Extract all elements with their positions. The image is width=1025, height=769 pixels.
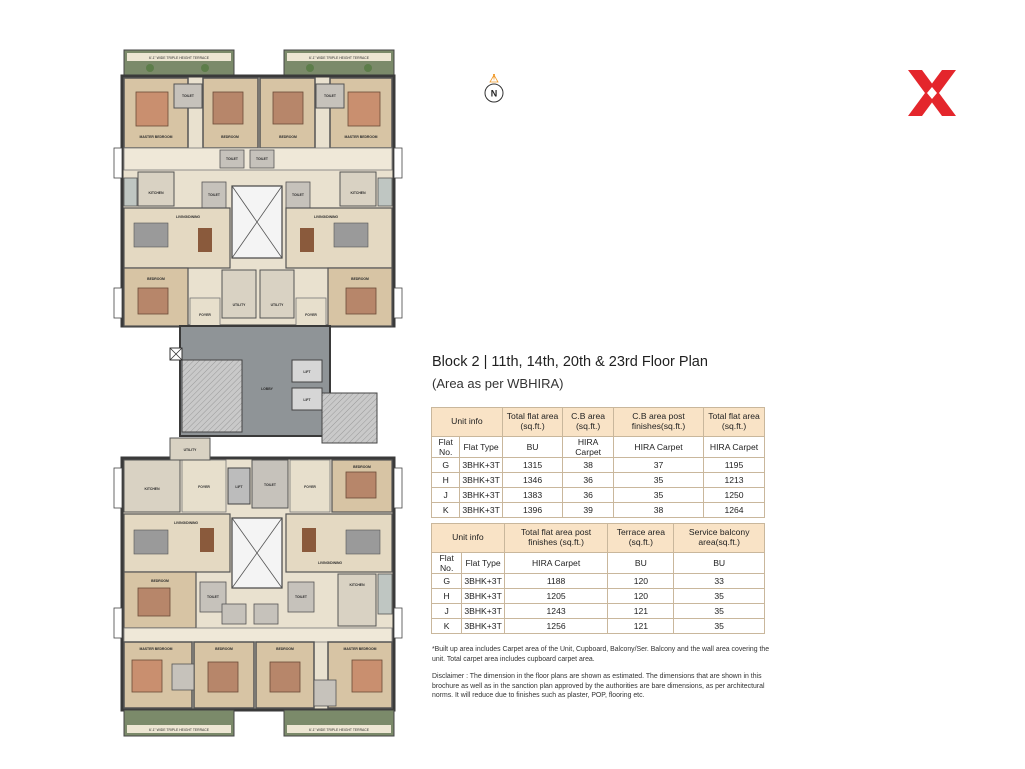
table-cell: J <box>432 488 460 503</box>
core <box>170 326 377 443</box>
table-cell: 3BHK+3T <box>462 574 505 589</box>
floor-plan <box>110 48 405 738</box>
table-cell: 3BHK+3T <box>460 488 503 503</box>
bottom-wing <box>114 438 402 736</box>
kitchen-top-left <box>138 172 174 206</box>
room-label: TOILET <box>295 595 307 599</box>
room-label: TOILET <box>182 94 194 98</box>
room-label: TOILET <box>208 193 220 197</box>
room-label: BEDROOM <box>221 135 239 139</box>
table-header: C.B area post finishes(sq.ft.) <box>614 408 704 437</box>
table-header: Unit info <box>432 408 503 437</box>
table-cell: G <box>432 574 462 589</box>
table-cell: 35 <box>614 473 704 488</box>
table-subheader: Flat No. <box>432 553 462 574</box>
table-cell: 1264 <box>704 503 765 518</box>
table-cell: 120 <box>608 574 674 589</box>
table-cell: 1205 <box>504 589 608 604</box>
lobby-label: LOBBY <box>261 387 273 391</box>
terrace-label: 6'-1" WIDE TRIPLE HEIGHT TERRACE <box>148 728 210 732</box>
table-row <box>432 574 765 589</box>
room-label: TOILET <box>264 483 276 487</box>
table-cell: 35 <box>674 589 765 604</box>
table-cell: 1256 <box>504 619 608 634</box>
table-cell: 1213 <box>704 473 765 488</box>
room-label: KITCHEN <box>148 191 164 195</box>
table-cell: 3BHK+3T <box>462 604 505 619</box>
table-cell: 35 <box>614 488 704 503</box>
room-label: UTILITY <box>270 303 284 307</box>
room-label: BEDROOM <box>351 277 369 281</box>
table-row <box>432 473 765 488</box>
room-label: FOYER <box>198 485 210 489</box>
table-cell: 3BHK+3T <box>462 589 505 604</box>
table-cell: 1383 <box>502 488 562 503</box>
table-cell: 39 <box>563 503 614 518</box>
room-label: MASTER BEDROOM <box>344 135 378 139</box>
room-label: UTILITY <box>183 448 197 452</box>
terrace-label: 6'-1" WIDE TRIPLE HEIGHT TERRACE <box>308 56 370 60</box>
staircase <box>182 360 242 432</box>
room-label: TOILET <box>292 193 304 197</box>
room-label: BEDROOM <box>279 135 297 139</box>
table-cell: 121 <box>608 619 674 634</box>
table-header: Total flat area post finishes (sq.ft.) <box>504 524 608 553</box>
table-cell: 3BHK+3T <box>460 503 503 518</box>
table-subheader: HIRA Carpet <box>614 437 704 458</box>
table-subheader: Flat Type <box>462 553 505 574</box>
table-subheader: HIRA Carpet <box>563 437 614 458</box>
lift-label: LIFT <box>303 398 311 402</box>
table-cell: H <box>432 473 460 488</box>
table-cell: 1195 <box>704 458 765 473</box>
room-label: KITCHEN <box>144 487 160 491</box>
north-compass-icon <box>480 72 508 106</box>
terrace-label: 6'-1" WIDE TRIPLE HEIGHT TERRACE <box>308 728 370 732</box>
room-label: MASTER BEDROOM <box>139 135 173 139</box>
room-label: TOILET <box>256 157 268 161</box>
room-label: LIVING/DINING <box>313 215 339 219</box>
table-cell: H <box>432 589 462 604</box>
table-header: Terrace area (sq.ft.) <box>608 524 674 553</box>
room-label: BEDROOM <box>147 277 165 281</box>
table-cell: 1346 <box>502 473 562 488</box>
table-header: Total flat area (sq.ft.) <box>502 408 562 437</box>
table-row <box>432 488 765 503</box>
table-cell: 120 <box>608 589 674 604</box>
room-label: BEDROOM <box>215 647 233 651</box>
table-cell: 1396 <box>502 503 562 518</box>
room-label: TOILET <box>207 595 219 599</box>
table-subheader: HIRA Carpet <box>704 437 765 458</box>
plan-subtitle: (Area as per WBHIRA) <box>432 376 564 391</box>
brand-x-logo-icon <box>906 68 958 118</box>
room-label: FOYER <box>304 485 316 489</box>
room-label: LIVING/DINING <box>317 561 343 565</box>
table-cell: 35 <box>674 604 765 619</box>
table-subheader: BU <box>608 553 674 574</box>
room-label: UTILITY <box>232 303 246 307</box>
table-cell: 3BHK+3T <box>460 473 503 488</box>
compass-label: N <box>490 88 498 99</box>
area-table-2 <box>431 523 765 634</box>
plan-title: Block 2 | 11th, 14th, 20th & 23rd Floor Plan <box>432 354 708 370</box>
table-cell: 38 <box>563 458 614 473</box>
lift-label: LIFT <box>303 370 311 374</box>
table-cell: 3BHK+3T <box>460 458 503 473</box>
table-header: Unit info <box>432 524 505 553</box>
room-label: TOILET <box>226 157 238 161</box>
table-cell: 36 <box>563 473 614 488</box>
room-label: LIVING/DINING <box>173 521 199 525</box>
room-label: MASTER BEDROOM <box>139 647 173 651</box>
room-label: BEDROOM <box>353 465 371 469</box>
room-label: KITCHEN <box>350 191 366 195</box>
table-cell: 35 <box>674 619 765 634</box>
table-cell: J <box>432 604 462 619</box>
table-row <box>432 604 765 619</box>
table-cell: 1243 <box>504 604 608 619</box>
room-label: TOILET <box>324 94 336 98</box>
floor-plan-drawing <box>110 48 405 738</box>
table-cell: 1315 <box>502 458 562 473</box>
table-header: C.B area (sq.ft.) <box>563 408 614 437</box>
table-cell: 38 <box>614 503 704 518</box>
terrace-label: 6'-1" WIDE TRIPLE HEIGHT TERRACE <box>148 56 210 60</box>
table-cell: 3BHK+3T <box>462 619 505 634</box>
table-cell: K <box>432 503 460 518</box>
table-cell: 1250 <box>704 488 765 503</box>
table-cell: 121 <box>608 604 674 619</box>
table-cell: 37 <box>614 458 704 473</box>
table-header: Service balcony area(sq.ft.) <box>674 524 765 553</box>
table-row <box>432 619 765 634</box>
table-header: Total flat area (sq.ft.) <box>704 408 765 437</box>
table-subheader: HIRA Carpet <box>504 553 608 574</box>
builtup-note: *Built up area includes Carpet area of the Unit, Cupboard, Balcony/Ser. Balcony and the wall area covering the unit. Total carpet area includes cupboard carpet area. <box>432 646 770 663</box>
kitchen-top-right <box>340 172 376 206</box>
table-subheader: BU <box>674 553 765 574</box>
disclaimer-note: Disclaimer : The dimension in the floor plans are shown as estimated. The dimensions that are shown in this brochure as well as in the sanction plan approved by the authorities are bare dimensions, as per architectural norms. It will reduce due to finishes such as plaster, POP, flooring etc. <box>432 673 765 700</box>
table-cell: 1188 <box>504 574 608 589</box>
table-cell: 33 <box>674 574 765 589</box>
table-row <box>432 589 765 604</box>
table-subheader: BU <box>502 437 562 458</box>
table-cell: G <box>432 458 460 473</box>
table-row <box>432 458 765 473</box>
room-label: KITCHEN <box>349 583 365 587</box>
table-cell: 36 <box>563 488 614 503</box>
table-subheader: Flat Type <box>460 437 503 458</box>
top-wing <box>114 50 402 326</box>
area-table-1 <box>431 407 765 518</box>
lift-label: LIFT <box>235 485 243 489</box>
room-label: BEDROOM <box>276 647 294 651</box>
table-subheader: Flat No. <box>432 437 460 458</box>
room-label: FOYER <box>199 313 211 317</box>
room-label: LIVING/DINING <box>175 215 201 219</box>
table-cell: K <box>432 619 462 634</box>
table-row <box>432 503 765 518</box>
room-label: MASTER BEDROOM <box>343 647 377 651</box>
room-label: BEDROOM <box>151 579 169 583</box>
room-label: FOYER <box>305 313 317 317</box>
